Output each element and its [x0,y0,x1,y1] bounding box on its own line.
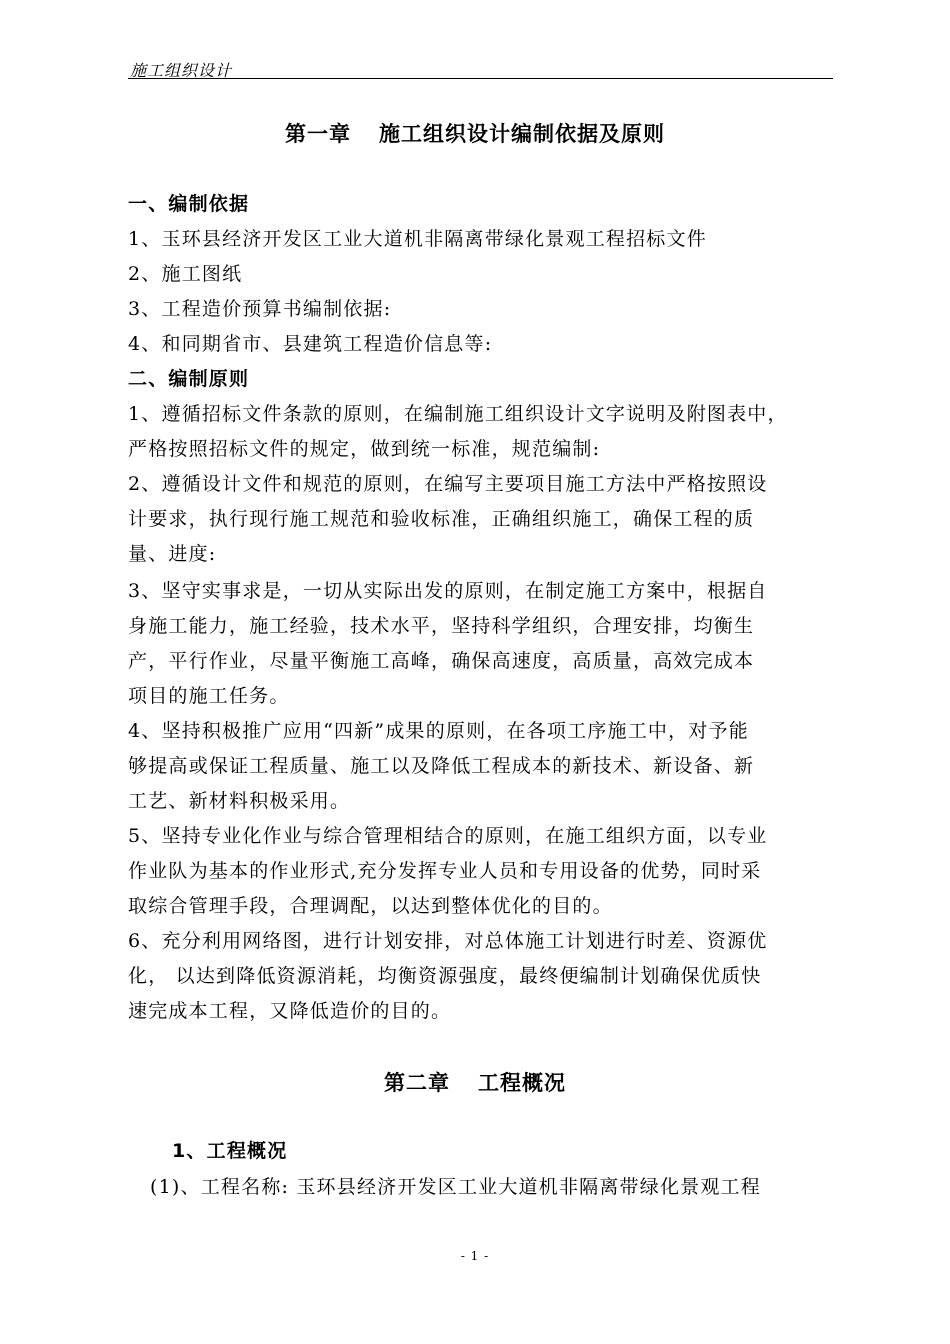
principle-line: 作业队为基本的作业形式,充分发挥专业人员和专用设备的优势，同时采 [128,860,762,882]
basis-item: 2、施工图纸 [128,263,243,285]
principle-line: 6、充分利用网络图，进行计划安排，对总体施工计划进行时差、资源优 [128,930,768,952]
chapter-2-title [0,1067,950,1097]
principle-line: 项目的施工任务。 [128,685,290,707]
project-name-line: (1)、工程名称: 玉环县经济开发区工业大道机非隔离带绿化景观工程 [150,1176,761,1198]
header-title: 施工组织设计 [130,61,233,80]
basis-item: 1、玉环县经济开发区工业大道机非隔离带绿化景观工程招标文件 [128,228,707,250]
page-header [128,58,833,79]
principle-line: 2、遵循设计文件和规范的原则，在编写主要项目施工方法中严格按照设 [128,473,768,495]
chapter-1-name: 施工组织设计编制依据及原则 [379,122,665,146]
basis-item: 3、工程造价预算书编制依据: [128,298,392,320]
section-2-heading: 二、编制原则 [128,368,250,390]
principle-line: 化， 以达到降低资源消耗，均衡资源强度，最终便编制计划确保优质快 [128,965,762,987]
principle-line: 量、进度: [128,543,217,565]
principle-line: 取综合管理手段，合理调配，以达到整体优化的目的。 [128,895,613,917]
overview-heading: 1、工程概况 [172,1140,288,1162]
principle-line: 产，平行作业，尽量平衡施工高峰，确保高速度，高质量，高效完成本 [128,650,755,672]
chapter-1-number: 第一章 [285,122,351,146]
section-1-heading: 一、编制依据 [128,193,250,215]
principle-line: 严格按照招标文件的规定，做到统一标准，规范编制: [128,438,601,460]
principle-line: 4、坚持积极推广应用“四新”成果的原则，在各项工序施工中，对予能 [128,720,749,742]
principle-line: 3、坚守实事求是，一切从实际出发的原则，在制定施工方案中，根据自 [128,580,768,602]
principle-line: 计要求，执行现行施工规范和验收标准，正确组织施工，确保工程的质 [128,508,755,530]
chapter-2-number: 第二章 [384,1071,450,1095]
basis-item: 4、和同期省市、县建筑工程造价信息等: [128,333,493,355]
chapter-1-title [0,118,950,148]
chapter-2-name: 工程概况 [478,1071,566,1095]
principle-line: 速完成本工程，又降低造价的目的。 [128,1000,452,1022]
principle-line: 工艺、新材料积极采用。 [128,790,351,812]
principle-line: 够提高或保证工程质量、施工以及降低工程成本的新技术、新设备、新 [128,755,755,777]
principle-line: 5、坚持专业化作业与综合管理相结合的原则，在施工组织方面，以专业 [128,825,768,847]
principle-line: 1、遵循招标文件条款的原则，在编制施工组织设计文字说明及附图表中， [128,403,788,425]
page-number: - 1 - [460,1249,490,1263]
principle-line: 身施工能力，施工经验，技术水平，坚持科学组织，合理安排，均衡生 [128,615,755,637]
